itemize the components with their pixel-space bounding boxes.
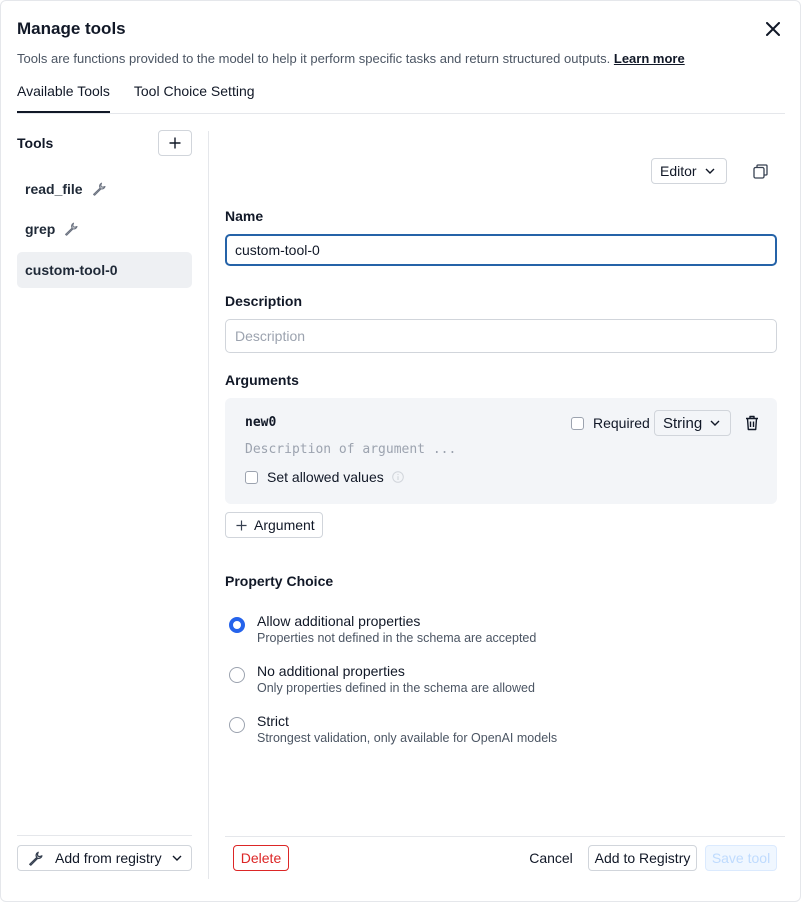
tools-heading: Tools (17, 135, 54, 151)
trash-icon[interactable] (743, 414, 761, 432)
chevron-down-icon (172, 855, 182, 861)
chevron-down-icon (710, 420, 720, 426)
copy-icon[interactable] (750, 161, 770, 181)
allowed-values-label: Set allowed values (267, 469, 384, 485)
add-argument-button[interactable] (225, 512, 323, 538)
editor-mode-label: Editor (660, 163, 697, 179)
add-from-registry-button[interactable] (17, 845, 192, 871)
property-choice-option[interactable] (229, 713, 557, 745)
argument-card (225, 398, 777, 504)
option-subtitle: Only properties defined in the schema are allowed (257, 681, 535, 695)
property-choice-label: Property Choice (225, 573, 334, 589)
required-label: Required (593, 415, 650, 431)
required-toggle[interactable] (571, 415, 650, 431)
argument-description-input[interactable]: Description of argument ... (245, 442, 457, 457)
argument-type-select[interactable] (654, 410, 731, 436)
arguments-label: Arguments (225, 372, 299, 388)
cancel-button[interactable]: Cancel (529, 850, 573, 866)
dialog-title: Manage tools (17, 19, 126, 38)
add-argument-label: Argument (254, 517, 315, 533)
sidebar-divider (17, 835, 192, 836)
required-checkbox[interactable] (571, 417, 584, 430)
dialog-subtitle (17, 51, 685, 66)
panel-divider (208, 131, 209, 879)
editor-mode-select[interactable] (651, 158, 727, 184)
sidebar-item-read-file[interactable] (17, 171, 192, 207)
option-title: Allow additional properties (257, 613, 421, 629)
name-label: Name (225, 208, 264, 224)
option-title: Strict (257, 713, 289, 729)
tool-name-input[interactable] (225, 234, 777, 266)
plus-icon (236, 520, 247, 531)
sidebar-item-custom-tool-0[interactable] (17, 252, 192, 288)
tool-description-input[interactable] (225, 319, 777, 353)
option-subtitle: Strongest validation, only available for OpenAI models (257, 731, 558, 745)
set-allowed-values-toggle[interactable] (245, 469, 404, 485)
dialog-subtitle-text: Tools are functions provided to the model to help it perform specific tasks and return structured outputs. (17, 51, 611, 66)
wrench-icon (92, 182, 106, 196)
wrench-icon (28, 851, 43, 866)
radio-button[interactable] (229, 667, 245, 683)
description-label: Description (225, 293, 303, 309)
wrench-icon (64, 222, 78, 236)
property-choice-option[interactable] (229, 663, 535, 695)
plus-icon (169, 137, 181, 149)
info-icon[interactable] (392, 471, 404, 483)
allowed-values-checkbox[interactable] (245, 471, 258, 484)
delete-button[interactable]: Delete (233, 845, 289, 871)
add-to-registry-button[interactable]: Add to Registry (588, 845, 697, 871)
sidebar-item-label: custom-tool-0 (25, 262, 118, 278)
chevron-down-icon (705, 168, 715, 174)
close-icon[interactable] (762, 18, 784, 40)
argument-name[interactable]: new0 (245, 415, 277, 430)
option-subtitle: Properties not defined in the schema are accepted (257, 631, 537, 645)
radio-button[interactable] (229, 617, 245, 633)
radio-button[interactable] (229, 717, 245, 733)
argument-type-label: String (663, 414, 703, 432)
tab-bar (17, 79, 785, 114)
tab-tool-choice-setting[interactable]: Tool Choice Setting (133, 83, 255, 99)
add-from-registry-label: Add from registry (55, 850, 162, 866)
tab-available-tools[interactable]: Available Tools (17, 79, 110, 113)
add-tool-button[interactable] (158, 130, 192, 156)
sidebar-item-label: grep (25, 221, 56, 237)
option-title: No additional properties (257, 663, 405, 679)
footer-divider (225, 836, 785, 837)
learn-more-link[interactable]: Learn more (613, 51, 685, 66)
save-tool-button[interactable]: Save tool (705, 845, 777, 871)
sidebar-item-grep[interactable] (17, 211, 192, 247)
property-choice-option[interactable] (229, 613, 536, 645)
sidebar-item-label: read_file (25, 181, 83, 197)
